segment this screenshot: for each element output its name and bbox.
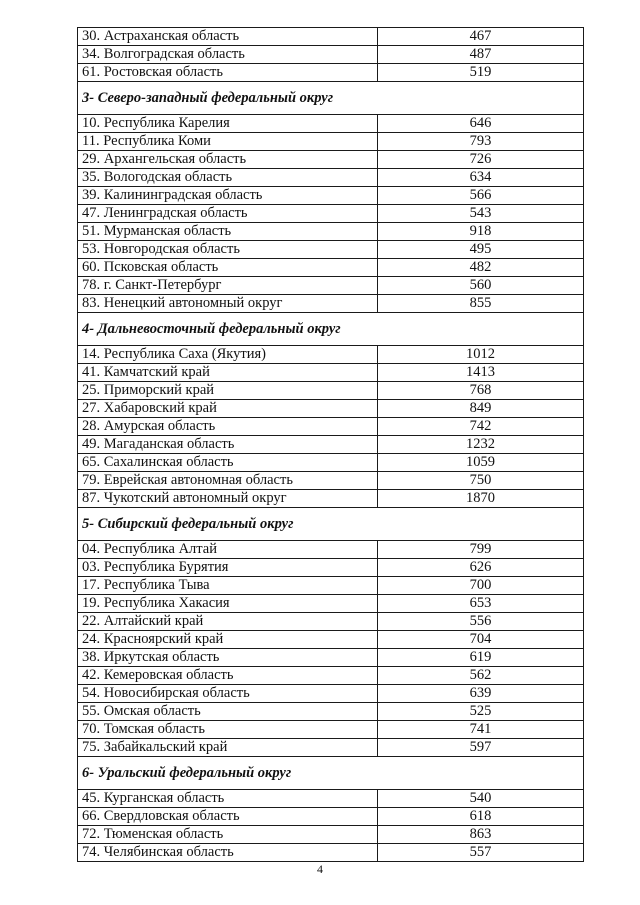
regions-table [77,27,584,862]
table-row [78,259,584,277]
region-name-cell: 19. Республика Хакасия [78,595,378,613]
region-name-cell: 79. Еврейская автономная область [78,472,378,490]
value-cell: 618 [378,808,584,826]
value-cell: 742 [378,418,584,436]
region-name-cell: 10. Республика Карелия [78,115,378,133]
region-name-cell: 42. Кемеровская область [78,667,378,685]
table-row [78,187,584,205]
section-header-row [78,508,584,541]
value-cell: 626 [378,559,584,577]
value-cell: 482 [378,259,584,277]
table-row [78,685,584,703]
value-cell: 560 [378,277,584,295]
value-cell: 799 [378,541,584,559]
region-name-cell: 38. Иркутская область [78,649,378,667]
value-cell: 519 [378,64,584,82]
section-header-row [78,757,584,790]
value-cell: 543 [378,205,584,223]
region-name-cell: 30. Астраханская область [78,28,378,46]
table-row [78,241,584,259]
table-row [78,346,584,364]
region-name-cell: 14. Республика Саха (Якутия) [78,346,378,364]
table-row [78,454,584,472]
value-cell: 467 [378,28,584,46]
region-name-cell: 35. Вологодская область [78,169,378,187]
value-cell: 855 [378,295,584,313]
section-header-row [78,313,584,346]
table-row [78,595,584,613]
table-row [78,205,584,223]
value-cell: 750 [378,472,584,490]
value-cell: 1012 [378,346,584,364]
value-cell: 700 [378,577,584,595]
region-name-cell: 70. Томская область [78,721,378,739]
table-row [78,418,584,436]
region-name-cell: 25. Приморский край [78,382,378,400]
table-row [78,721,584,739]
section-title: 5- Сибирский федеральный округ [78,508,584,541]
table-row [78,277,584,295]
region-name-cell: 03. Республика Бурятия [78,559,378,577]
table-row [78,364,584,382]
region-name-cell: 51. Мурманская область [78,223,378,241]
region-name-cell: 60. Псковская область [78,259,378,277]
value-cell: 1413 [378,364,584,382]
section-title: 6- Уральский федеральный округ [78,757,584,790]
value-cell: 634 [378,169,584,187]
region-name-cell: 39. Калининградская область [78,187,378,205]
region-name-cell: 61. Ростовская область [78,64,378,82]
table-row [78,400,584,418]
region-name-cell: 75. Забайкальский край [78,739,378,757]
value-cell: 1870 [378,490,584,508]
table-row [78,115,584,133]
table-row [78,472,584,490]
page-number: 4 [317,862,323,876]
region-name-cell: 22. Алтайский край [78,613,378,631]
region-name-cell: 74. Челябинская область [78,844,378,862]
value-cell: 646 [378,115,584,133]
table-row [78,613,584,631]
table-row [78,808,584,826]
region-name-cell: 49. Магаданская область [78,436,378,454]
section-title: 4- Дальневосточный федеральный округ [78,313,584,346]
value-cell: 1232 [378,436,584,454]
value-cell: 863 [378,826,584,844]
region-name-cell: 11. Республика Коми [78,133,378,151]
section-title: 3- Северо-западный федеральный округ [78,82,584,115]
table-row [78,703,584,721]
region-name-cell: 83. Ненецкий автономный округ [78,295,378,313]
table-row [78,295,584,313]
value-cell: 556 [378,613,584,631]
value-cell: 849 [378,400,584,418]
table-row [78,667,584,685]
value-cell: 557 [378,844,584,862]
region-name-cell: 27. Хабаровский край [78,400,378,418]
table-row [78,382,584,400]
region-name-cell: 66. Свердловская область [78,808,378,826]
table-row [78,631,584,649]
region-name-cell: 28. Амурская область [78,418,378,436]
value-cell: 653 [378,595,584,613]
value-cell: 525 [378,703,584,721]
table-row [78,541,584,559]
table-row [78,169,584,187]
region-name-cell: 29. Архангельская область [78,151,378,169]
table-row [78,436,584,454]
table-row [78,133,584,151]
value-cell: 768 [378,382,584,400]
table-row [78,826,584,844]
value-cell: 639 [378,685,584,703]
region-name-cell: 41. Камчатский край [78,364,378,382]
region-name-cell: 54. Новосибирская область [78,685,378,703]
value-cell: 566 [378,187,584,205]
region-name-cell: 65. Сахалинская область [78,454,378,472]
region-name-cell: 24. Красноярский край [78,631,378,649]
regions-table-body [78,28,584,862]
table-row [78,64,584,82]
table-row [78,790,584,808]
value-cell: 793 [378,133,584,151]
region-name-cell: 87. Чукотский автономный округ [78,490,378,508]
region-name-cell: 72. Тюменская область [78,826,378,844]
value-cell: 495 [378,241,584,259]
region-name-cell: 53. Новгородская область [78,241,378,259]
region-name-cell: 55. Омская область [78,703,378,721]
region-name-cell: 47. Ленинградская область [78,205,378,223]
value-cell: 540 [378,790,584,808]
value-cell: 619 [378,649,584,667]
value-cell: 704 [378,631,584,649]
table-row [78,559,584,577]
table-row [78,739,584,757]
table-row [78,649,584,667]
region-name-cell: 78. г. Санкт-Петербург [78,277,378,295]
table-row [78,577,584,595]
region-name-cell: 45. Курганская область [78,790,378,808]
table-row [78,46,584,64]
region-name-cell: 04. Республика Алтай [78,541,378,559]
table-row [78,28,584,46]
value-cell: 726 [378,151,584,169]
value-cell: 597 [378,739,584,757]
table-row [78,223,584,241]
value-cell: 741 [378,721,584,739]
table-row [78,844,584,862]
region-name-cell: 17. Республика Тыва [78,577,378,595]
section-header-row [78,82,584,115]
value-cell: 487 [378,46,584,64]
value-cell: 1059 [378,454,584,472]
table-row [78,151,584,169]
value-cell: 918 [378,223,584,241]
value-cell: 562 [378,667,584,685]
table-row [78,490,584,508]
region-name-cell: 34. Волгоградская область [78,46,378,64]
